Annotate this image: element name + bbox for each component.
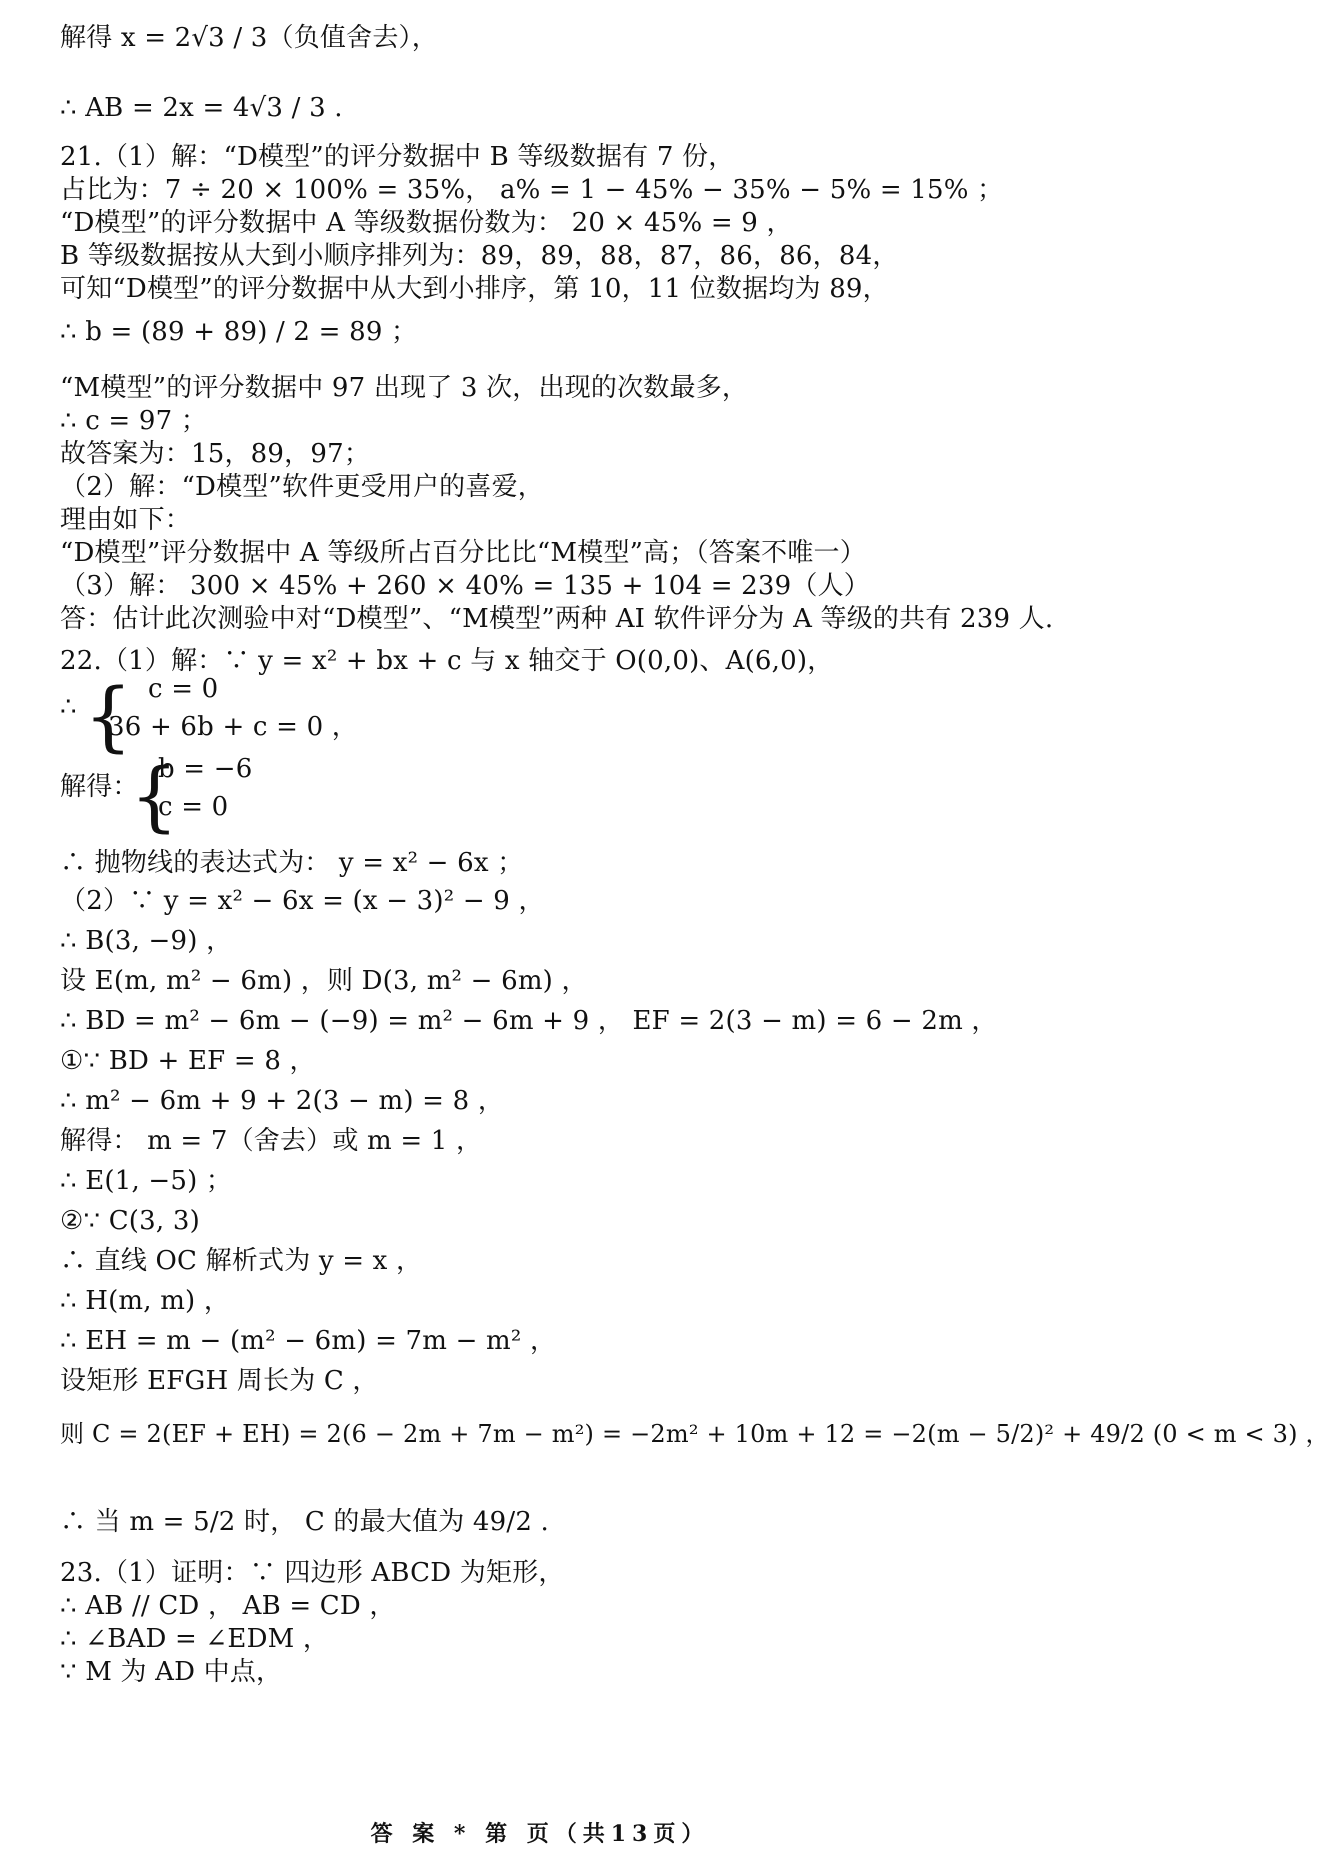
- brace-symbol: {: [84, 671, 133, 760]
- text-line: 设矩形 EFGH 周长为 C ，: [60, 1366, 379, 1396]
- text-line: 理由如下：: [60, 505, 192, 535]
- text-line: ∴ 抛物线的表达式为： y = x² − 6x ；: [60, 848, 524, 878]
- text-line: ∴ 当 m = 5/2 时， C 的最大值为 49/2 .: [60, 1507, 550, 1537]
- text-line: 解得 x = 2√3 / 3（负值舍去），: [60, 23, 438, 53]
- text-line: 故答案为：15，89，97；: [60, 439, 371, 469]
- text-line: （3）解： 300 × 45% + 260 × 40% = 135 + 104 = 239（人）: [60, 571, 871, 601]
- text-line: “M模型”的评分数据中 97 出现了 3 次，出现的次数最多，: [60, 373, 749, 403]
- text-line: ∴ B(3, −9) ，: [60, 926, 233, 956]
- text-line: ①∵ BD + EF = 8 ，: [60, 1046, 316, 1076]
- text-line: ∴ AB // CD ， AB = CD ，: [60, 1591, 396, 1621]
- question-22-heading: 22.（1）解：∵ y = x² + bx + c 与 x 轴交于 O(0,0)、A(6,0)，: [60, 646, 834, 676]
- text-line: ∴ 直线 OC 解析式为 y = x ，: [60, 1246, 423, 1276]
- text-line: “D模型”的评分数据中 A 等级数据份数为： 20 × 45% = 9 ，: [60, 208, 793, 238]
- solve-label: 解得：: [60, 772, 139, 802]
- text-line: ∵ M 为 AD 中点，: [60, 1657, 283, 1687]
- text-line: 则 C = 2(EF + EH) = 2(6 − 2m + 7m − m²) = −2m² + 10m + 12 = −2(m − 5/2)² + 49/2 (0 < m < 3) ，: [60, 1420, 1330, 1448]
- text-line: 答：估计此次测验中对“D模型”、“M模型”两种 AI 软件评分为 A 等级的共有 239 人.: [60, 604, 1054, 634]
- text-line: “D模型”评分数据中 A 等级所占百分比比“M模型”高；（答案不唯一）: [60, 538, 866, 568]
- therefore-symbol: ∴: [60, 692, 77, 722]
- text-line: 占比为：7 ÷ 20 × 100% = 35%， a% = 1 − 45% − 35% − 5% = 15% ；: [60, 175, 1004, 205]
- text-line: ∴ b = (89 + 89) / 2 = 89 ；: [60, 317, 418, 347]
- page-footer: 答 案 * 第 页（共13页）: [370, 1821, 710, 1847]
- equation-line: 36 + 6b + c = 0 ，: [108, 712, 358, 742]
- text-line: ∴ EH = m − (m² − 6m) = 7m − m² ，: [60, 1326, 557, 1356]
- brace-symbol: {: [130, 751, 179, 840]
- equation-line: c = 0: [148, 674, 219, 704]
- question-21-heading: 21.（1）解：“D模型”的评分数据中 B 等级数据有 7 份，: [60, 142, 735, 172]
- text-line: ∴ H(m, m) ，: [60, 1286, 231, 1316]
- equation-line: b = −6: [158, 754, 253, 784]
- text-line: ∴ BD = m² − 6m − (−9) = m² − 6m + 9 ， EF = 2(3 − m) = 6 − 2m ，: [60, 1006, 998, 1036]
- text-line: 可知“D模型”的评分数据中从大到小排序，第 10，11 位数据均为 89，: [60, 274, 889, 304]
- text-line: ∴ c = 97 ；: [60, 406, 208, 436]
- equation-line: c = 0: [158, 792, 229, 822]
- text-line: ∴ ∠BAD = ∠EDM ，: [60, 1624, 330, 1654]
- text-line: B 等级数据按从大到小顺序排列为：89，89，88，87，86，86，84，: [60, 241, 899, 271]
- text-line: ∴ m² − 6m + 9 + 2(3 − m) = 8 ，: [60, 1086, 505, 1116]
- text-line: 设 E(m, m² − 6m) ，则 D(3, m² − 6m) ，: [60, 966, 588, 996]
- text-line: 解得： m = 7（舍去）或 m = 1 ，: [60, 1126, 483, 1156]
- text-line: ∴ E(1, −5) ；: [60, 1166, 233, 1196]
- text-line: （2）∵ y = x² − 6x = (x − 3)² − 9 ，: [60, 886, 545, 916]
- text-line: （2）解：“D模型”软件更受用户的喜爱，: [60, 472, 544, 502]
- question-23-heading: 23.（1）证明：∵ 四边形 ABCD 为矩形，: [60, 1558, 565, 1588]
- text-line: ∴ AB = 2x = 4√3 / 3 .: [60, 93, 343, 123]
- text-line: ②∵ C(3, 3): [60, 1206, 200, 1236]
